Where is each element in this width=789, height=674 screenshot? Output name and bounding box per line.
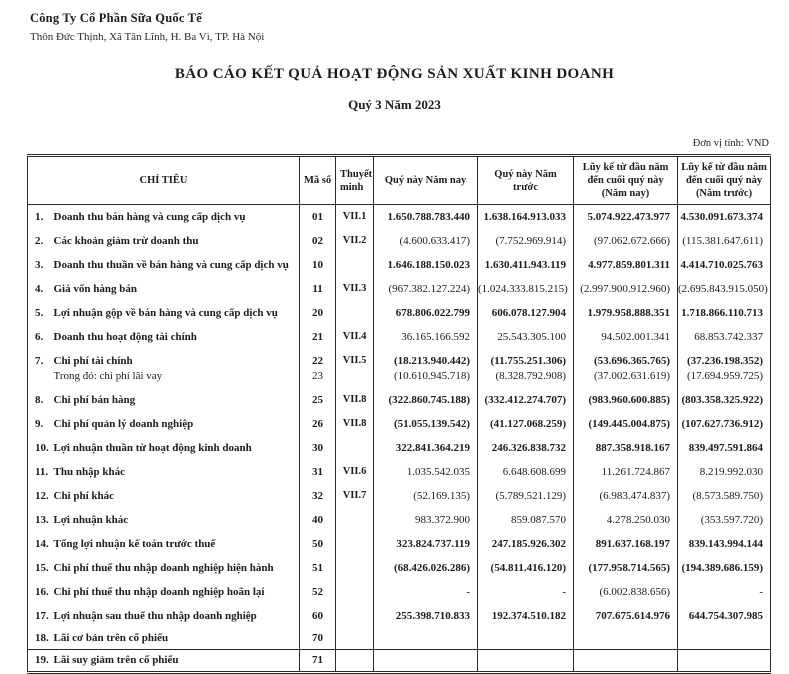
col-header-quy-nay-nam-truoc: Quý này Năm trước [478, 156, 574, 205]
col-header-quy-nay-nam-nay: Quý này Năm nay [374, 156, 478, 205]
row-value [678, 628, 771, 650]
row-value: (68.426.026.286) [374, 556, 478, 580]
row-number: 18. [28, 628, 54, 650]
row-note [336, 628, 374, 650]
row-value: (6.002.838.656) [574, 580, 678, 604]
row-value: (149.445.004.875) [574, 412, 678, 436]
row-label: Thu nhập khác [54, 460, 300, 484]
table-row [28, 580, 771, 604]
row-number: 1. [28, 205, 54, 230]
row-value [478, 650, 574, 673]
row-value: (53.696.365.765) [574, 349, 678, 369]
row-value [678, 650, 771, 673]
table-row [28, 301, 771, 325]
row-number: 15. [28, 556, 54, 580]
row-value: (8.328.792.908) [478, 369, 574, 388]
row-value: 4.530.091.673.374 [678, 205, 771, 230]
row-note [336, 650, 374, 673]
row-value: (353.597.720) [678, 508, 771, 532]
row-value: 94.502.001.341 [574, 325, 678, 349]
table-body [28, 205, 771, 673]
row-value: 983.372.900 [374, 508, 478, 532]
row-value: (983.960.600.885) [574, 388, 678, 412]
row-value: (5.789.521.129) [478, 484, 574, 508]
row-label: Lợi nhuận thuần từ hoạt động kinh doanh [54, 436, 300, 460]
row-label: Tổng lợi nhuận kế toán trước thuế [54, 532, 300, 556]
table-row [28, 253, 771, 277]
row-value: (107.627.736.912) [678, 412, 771, 436]
row-value: (803.358.325.922) [678, 388, 771, 412]
row-value: (2.695.843.915.050) [678, 277, 771, 301]
table-row [28, 650, 771, 673]
report-period: Quý 3 Năm 2023 [348, 97, 441, 112]
row-value: 1.718.866.110.713 [678, 301, 771, 325]
row-code: 20 [300, 301, 336, 325]
row-label: Lợi nhuận khác [54, 508, 300, 532]
row-value: (17.694.959.725) [678, 369, 771, 388]
row-value: 246.326.838.732 [478, 436, 574, 460]
row-value: (51.055.139.542) [374, 412, 478, 436]
row-code: 51 [300, 556, 336, 580]
row-value: (177.958.714.565) [574, 556, 678, 580]
row-note [336, 369, 374, 388]
row-label: Giá vốn hàng bán [54, 277, 300, 301]
row-value: - [678, 580, 771, 604]
row-number: 7. [28, 349, 54, 369]
row-value: (37.236.198.352) [678, 349, 771, 369]
row-number: 14. [28, 532, 54, 556]
row-code: 01 [300, 205, 336, 230]
table-row [28, 484, 771, 508]
row-value: (967.382.127.224) [374, 277, 478, 301]
row-label: Doanh thu bán hàng và cung cấp dịch vụ [54, 205, 300, 230]
row-code: 52 [300, 580, 336, 604]
table-row [28, 460, 771, 484]
row-number: 12. [28, 484, 54, 508]
table-row [28, 412, 771, 436]
table-row [28, 229, 771, 253]
row-label: Chi phí bán hàng [54, 388, 300, 412]
row-value: (18.213.940.442) [374, 349, 478, 369]
row-code: 22 [300, 349, 336, 369]
row-label: Trong đó: chi phí lãi vay [54, 369, 300, 388]
row-number: 16. [28, 580, 54, 604]
row-value: (97.062.672.666) [574, 229, 678, 253]
row-value: 8.219.992.030 [678, 460, 771, 484]
table-row [28, 325, 771, 349]
row-value: (8.573.589.750) [678, 484, 771, 508]
row-note [336, 556, 374, 580]
table-row [28, 628, 771, 650]
table-row [28, 388, 771, 412]
row-value: 6.648.608.699 [478, 460, 574, 484]
row-note: VII.7 [336, 484, 374, 508]
row-code: 25 [300, 388, 336, 412]
row-code: 11 [300, 277, 336, 301]
row-value [374, 650, 478, 673]
row-value: 1.638.164.913.033 [478, 205, 574, 230]
row-value: 839.143.994.144 [678, 532, 771, 556]
table-row [28, 556, 771, 580]
row-value: 255.398.710.833 [374, 604, 478, 628]
row-value: 25.543.305.100 [478, 325, 574, 349]
row-value: 4.977.859.801.311 [574, 253, 678, 277]
row-note [336, 436, 374, 460]
table-row [28, 369, 771, 388]
company-address: Thôn Đức Thịnh, Xã Tân Lĩnh, H. Ba Vì, TP. Hà Nội [30, 31, 265, 43]
row-note: VII.5 [336, 349, 374, 369]
row-code: 60 [300, 604, 336, 628]
row-number: 13. [28, 508, 54, 532]
row-note: VII.6 [336, 460, 374, 484]
row-value: 5.074.922.473.977 [574, 205, 678, 230]
row-value: 247.185.926.302 [478, 532, 574, 556]
row-value: 1.650.788.783.440 [374, 205, 478, 230]
row-code: 21 [300, 325, 336, 349]
row-note: VII.8 [336, 412, 374, 436]
row-value: (2.997.900.912.960) [574, 277, 678, 301]
col-header-luy-ke-nam-nay: Lũy kế từ đầu năm đến cuối quý này (Năm nay) [574, 156, 678, 205]
row-number: 11. [28, 460, 54, 484]
row-value: 1.646.188.150.023 [374, 253, 478, 277]
income-statement-table [27, 154, 771, 674]
row-number: 8. [28, 388, 54, 412]
row-number: 19. [28, 650, 54, 673]
row-note [336, 253, 374, 277]
row-value: 4.278.250.030 [574, 508, 678, 532]
row-code: 02 [300, 229, 336, 253]
row-value: 1.035.542.035 [374, 460, 478, 484]
table-row [28, 205, 771, 230]
row-label: Doanh thu hoạt động tài chính [54, 325, 300, 349]
row-value: 322.841.364.219 [374, 436, 478, 460]
row-value: (7.752.969.914) [478, 229, 574, 253]
row-code: 31 [300, 460, 336, 484]
row-value: (194.389.686.159) [678, 556, 771, 580]
row-number [28, 369, 54, 388]
row-number: 6. [28, 325, 54, 349]
row-note: VII.2 [336, 229, 374, 253]
row-value: 323.824.737.119 [374, 532, 478, 556]
row-value: 859.087.570 [478, 508, 574, 532]
row-value [478, 628, 574, 650]
row-value: (115.381.647.611) [678, 229, 771, 253]
row-value: - [478, 580, 574, 604]
row-value: 4.414.710.025.763 [678, 253, 771, 277]
row-note: VII.1 [336, 205, 374, 230]
row-value: - [374, 580, 478, 604]
row-note: VII.4 [336, 325, 374, 349]
row-code: 50 [300, 532, 336, 556]
row-value: (41.127.068.259) [478, 412, 574, 436]
table-header-row [28, 156, 771, 205]
row-value [574, 650, 678, 673]
row-label: Doanh thu thuần về bán hàng và cung cấp dịch vụ [54, 253, 300, 277]
row-code: 32 [300, 484, 336, 508]
row-value: 891.637.168.197 [574, 532, 678, 556]
row-note [336, 604, 374, 628]
row-value: 887.358.918.167 [574, 436, 678, 460]
row-note: VII.3 [336, 277, 374, 301]
row-number: 5. [28, 301, 54, 325]
row-label: Chi phí quản lý doanh nghiệp [54, 412, 300, 436]
table-row [28, 532, 771, 556]
row-code: 10 [300, 253, 336, 277]
row-note [336, 580, 374, 604]
row-value: (52.169.135) [374, 484, 478, 508]
row-label: Chi phí thuế thu nhập doanh nghiệp hoãn lại [54, 580, 300, 604]
row-value: (322.860.745.188) [374, 388, 478, 412]
row-value: 1.979.958.888.351 [574, 301, 678, 325]
row-number: 4. [28, 277, 54, 301]
row-number: 17. [28, 604, 54, 628]
col-header-thuyet-minh: Thuyết minh [336, 156, 374, 205]
row-label: Lãi suy giảm trên cổ phiếu [54, 650, 300, 673]
row-number: 2. [28, 229, 54, 253]
row-note: VII.8 [336, 388, 374, 412]
row-value: 644.754.307.985 [678, 604, 771, 628]
row-value: (10.610.945.718) [374, 369, 478, 388]
row-note [336, 532, 374, 556]
table-row [28, 508, 771, 532]
row-value: 707.675.614.976 [574, 604, 678, 628]
col-header-chi-tieu: CHỈ TIÊU [28, 156, 300, 205]
row-value: 11.261.724.867 [574, 460, 678, 484]
row-code: 23 [300, 369, 336, 388]
company-header [30, 11, 264, 43]
row-value [574, 628, 678, 650]
row-value: 1.630.411.943.119 [478, 253, 574, 277]
row-label: Lợi nhuận sau thuế thu nhập doanh nghiệp [54, 604, 300, 628]
row-value: 606.078.127.904 [478, 301, 574, 325]
row-label: Lãi cơ bản trên cổ phiếu [54, 628, 300, 650]
row-note [336, 508, 374, 532]
row-value: (6.983.474.837) [574, 484, 678, 508]
row-code: 71 [300, 650, 336, 673]
row-code: 70 [300, 628, 336, 650]
col-header-luy-ke-nam-truoc: Lũy kế từ đầu năm đến cuối quý này (Năm trước) [678, 156, 771, 205]
row-note [336, 301, 374, 325]
table-row [28, 436, 771, 460]
row-value: 68.853.742.337 [678, 325, 771, 349]
row-value: 839.497.591.864 [678, 436, 771, 460]
row-value [374, 628, 478, 650]
row-code: 30 [300, 436, 336, 460]
row-number: 10. [28, 436, 54, 460]
row-code: 40 [300, 508, 336, 532]
col-header-ma-so: Mã số [300, 156, 336, 205]
company-name: Công Ty Cổ Phần Sữa Quốc Tế [30, 11, 202, 25]
report-title: BÁO CÁO KẾT QUẢ HOẠT ĐỘNG SẢN XUẤT KINH DOANH [174, 66, 615, 82]
row-value: 678.806.022.799 [374, 301, 478, 325]
row-label: Chi phí thuế thu nhập doanh nghiệp hiện hành [54, 556, 300, 580]
row-value: (54.811.416.120) [478, 556, 574, 580]
currency-unit-note: Đơn vị tính: VND [692, 138, 769, 149]
table-row [28, 277, 771, 301]
row-number: 9. [28, 412, 54, 436]
row-value: 36.165.166.592 [374, 325, 478, 349]
row-value: (1.024.333.815.215) [478, 277, 574, 301]
row-value: (4.600.633.417) [374, 229, 478, 253]
row-number: 3. [28, 253, 54, 277]
row-label: Các khoản giảm trừ doanh thu [54, 229, 300, 253]
row-value: (11.755.251.306) [478, 349, 574, 369]
row-value: (332.412.274.707) [478, 388, 574, 412]
row-label: Lợi nhuận gộp về bán hàng và cung cấp dịch vụ [54, 301, 300, 325]
table-row [28, 604, 771, 628]
table-row [28, 349, 771, 369]
row-value: 192.374.510.182 [478, 604, 574, 628]
row-label: Chi phí tài chính [54, 349, 300, 369]
row-code: 26 [300, 412, 336, 436]
row-label: Chi phí khác [54, 484, 300, 508]
row-value: (37.002.631.619) [574, 369, 678, 388]
